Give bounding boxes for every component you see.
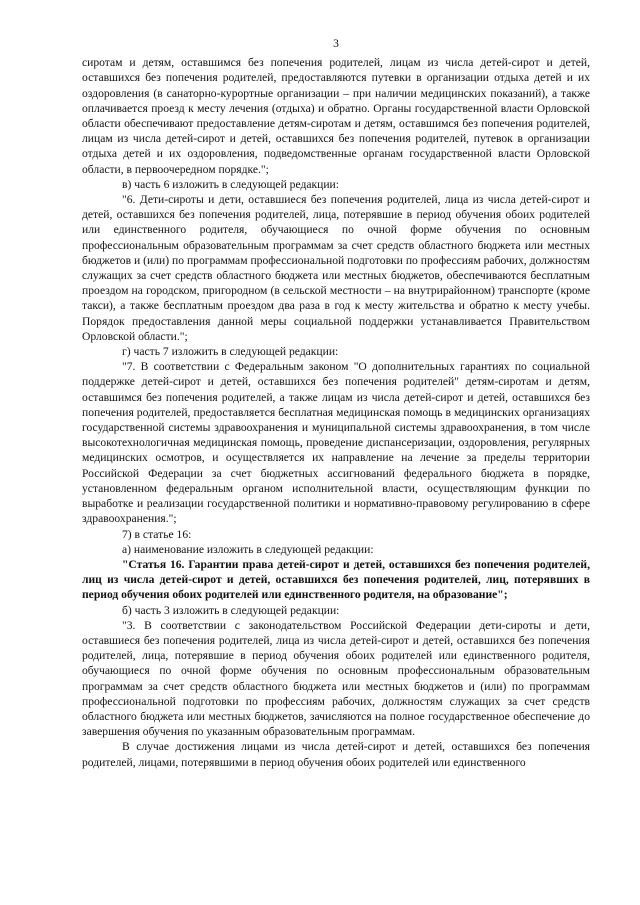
paragraph: "3. В соответствии с законодательством Российской Федерации дети-сироты и дети, оставшиеся без попечения родителей, лица из числа детей-сирот и детей, оставшихся без попечения родителей, лица, потерявшие в период обучения обоих родителей или единственного родителя, обучающиеся по очной форме обучения по основным профессиональным образовательным программам за счет средств областного бюджета или местных бюджетов и (или) по программам профессиональной подготовки по профессиям рабочих, должностям служащих за счет средств областного бюджета или местных бюджетов, зачисляются на полное государственное обеспечение до завершения обучения по указанным образовательным программам. (82, 618, 590, 739)
document-body (82, 55, 590, 770)
paragraph: В случае достижения лицами из числа детей-сирот и детей, оставшихся без попечения родителей, лицами, потерявшими в период обучения обоих родителей или единственного (82, 740, 590, 769)
paragraph: в) часть 6 изложить в следующей редакции: (122, 177, 339, 191)
paragraph: 7) в статье 16: (122, 527, 192, 541)
paragraph: г) часть 7 изложить в следующей редакции: (122, 345, 339, 359)
article-heading: "Статья 16. Гарантии права детей-сирот и детей, оставшихся без попечения родителей, лиц из числа детей-сирот и детей, оставшихся без попечения родителей, лиц, потерявших в период обучения обоих родителей или единственного родителя, на образование"; (82, 557, 590, 602)
paragraph: а) наименование изложить в следующей редакции: (122, 542, 374, 556)
paragraph: сиротам и детям, оставшимся без попечения родителей, лицам из числа детей-сирот и детей, оставшихся без попечения родителей, предоставляются путевки в организации отдыха детей и их оздоровления (в санаторно-курортные организации – при наличии медицинских показаний), а также оплачивается проезд к месту лечения (отдыха) и обратно. Органы государственной власти Орловской области обеспечивают предоставление детям-сиротам и детям, оставшимся без попечения родителей, лицам из числа детей-сирот и детей, оставшихся без попечения родителей, путевок в организации отдыха детей и их оздоровления, подведомственные органам государственной власти Орловской области, в первоочередном порядке."; (82, 56, 590, 176)
paragraph: б) часть 3 изложить в следующей редакции: (122, 603, 340, 617)
paragraph: "7. В соответствии с Федеральным законом "О дополнительных гарантиях по социальной поддержке детей-сирот и детей, оставшихся без попечения родителей" детям-сиротам и детям, оставшимся без попечения родителей, а также лицам из числа детей-сирот и детей, оставшихся без попечения родителей, предоставляется бесплатная медицинская помощь в медицинских организациях государственной системы здравоохранения и муниципальной системы здравоохранения, в том числе высокотехнологичная медицинская помощь, проведение диспансеризации, оздоровления, регулярных медицинских осмотров, и осуществляется их направление на лечение за пределы территории Российской Федерации за счет бюджетных ассигнований федерального бюджета в порядке, установленном федеральным органом исполнительной власти, осуществляющим функции по выработке и реализации государственной политики и нормативно-правовому регулированию в сфере здравоохранения."; (82, 360, 590, 526)
paragraph: "6. Дети-сироты и дети, оставшиеся без попечения родителей, лица из числа детей-сирот и детей, оставшихся без попечения родителей, лица, потерявшие в период обучения обоих родителей или единственного родителя, обучающиеся по очной форме обучения по основным профессиональным образовательным программам за счет средств областного бюджета или местных бюджетов и (или) по программам профессиональной подготовки по профессиям рабочих, должностям служащих за счет средств областного бюджета или местных бюджетов, обеспечиваются бесплатным проездом на городском, пригородном (в сельской местности – на внутрирайонном) транспорте (кроме такси), а также бесплатным проездом два раза в год к месту жительства и обратно к месту учебы. Порядок предоставления данной меры социальной поддержки устанавливается Правительством Орловской области."; (82, 193, 590, 343)
page-number: 3 (333, 37, 339, 50)
